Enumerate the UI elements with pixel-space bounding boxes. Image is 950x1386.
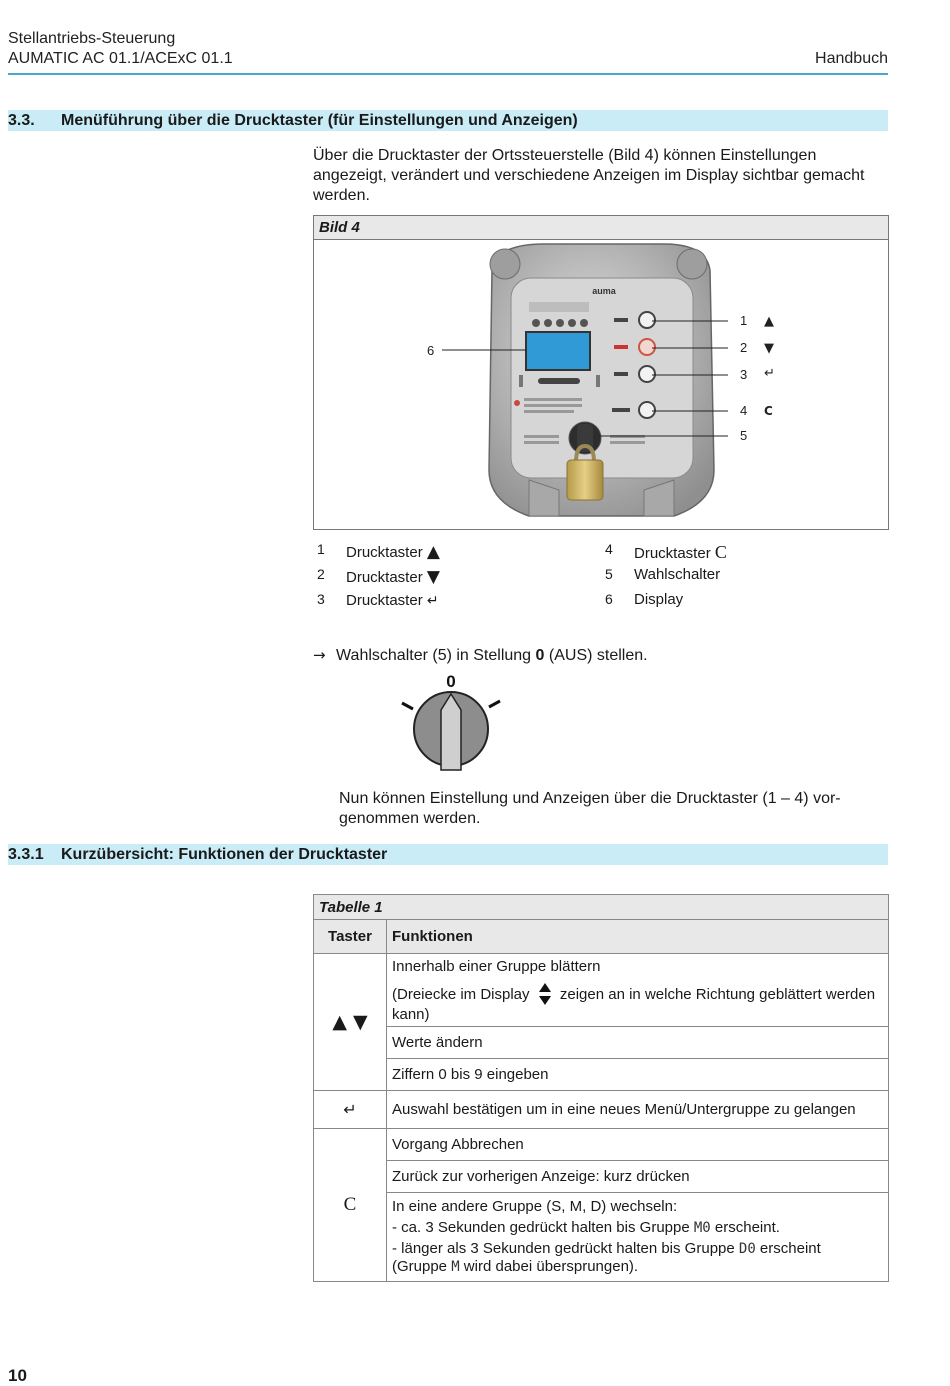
callout-3-number: 3 xyxy=(740,367,748,382)
after-step-paragraph: Nun können Einstellung und Anzeigen über die Drucktaster (1 – 4) vor-genommen werden. xyxy=(339,790,841,827)
enter-key-icon: ↵ xyxy=(314,1091,387,1129)
legend-5-number: 5 xyxy=(605,566,613,582)
subsection-heading xyxy=(8,844,888,865)
table-row: In eine andere Gruppe (S, M, D) wechseln: - ca. 3 Sekunden gedrückt halten bis Gruppe M0 erscheint. - länger als 3 Sekunden gedrückt halten bis Gruppe D0 erscheint (Gruppe M wird dabei übersprungen). xyxy=(387,1193,889,1282)
callout-1-number: 1 xyxy=(740,313,748,328)
legend-3-number: 3 xyxy=(317,591,325,607)
subsection-title: Kurzübersicht: Funktionen der Drucktaster xyxy=(61,846,388,863)
callout-2-number: 2 xyxy=(740,340,748,355)
doc-type: Handbuch xyxy=(815,50,888,67)
c-key-icon: C xyxy=(714,542,727,562)
key-up-down-icon: ▲ ▼ xyxy=(314,954,387,1091)
arrow-right-icon: → xyxy=(313,646,326,664)
callout-2-symbol: ▼ xyxy=(764,341,774,356)
legend-4: Drucktaster C xyxy=(634,542,727,562)
legend-6-number: 6 xyxy=(605,591,613,607)
table-row: Vorgang Abbrechen xyxy=(387,1129,889,1161)
doc-title: Stellantriebs-Steuerung xyxy=(8,30,176,47)
intro-paragraph: Über die Drucktaster der Ortssteuerstelle (Bild 4) können Einstellungen angezeigt, verändert und verschiedene Anzeigen im Display sichtbar gemacht werden. xyxy=(313,147,865,204)
triangle-down-icon: ▼ xyxy=(426,567,440,587)
callout-5-number: 5 xyxy=(740,428,748,443)
legend-6: Display xyxy=(634,591,684,608)
triangle-up-icon: ▲ xyxy=(426,542,440,562)
scroll-arrows-icon xyxy=(537,982,553,1006)
legend-5: Wahlschalter xyxy=(634,566,721,583)
figure-caption: Bild 4 xyxy=(314,216,888,240)
callout-3-symbol: ↵ xyxy=(764,366,775,381)
table-row: Auswahl bestätigen um in eine neues Menü/Untergruppe zu gelangen xyxy=(387,1091,889,1129)
c-key-icon: C xyxy=(314,1129,387,1282)
step-instruction: → Wahlschalter (5) in Stellung 0 (AUS) stellen. xyxy=(313,646,648,664)
callout-4-number: 4 xyxy=(740,403,748,418)
table-row: Innerhalb einer Gruppe blättern (Dreiecke im Display zeigen an in welche Richtung geblättert werden kann) xyxy=(387,954,889,1027)
selector-dial-illustration xyxy=(396,668,506,774)
table-row: Werte ändern xyxy=(387,1027,889,1059)
legend-4-number: 4 xyxy=(605,541,613,557)
column-header-funktionen: Funktionen xyxy=(387,920,889,954)
section-heading xyxy=(8,110,888,131)
column-header-taster: Taster xyxy=(314,920,387,954)
display-screen xyxy=(526,332,590,370)
legend-3: Drucktaster ↵ xyxy=(346,592,439,609)
control-unit-illustration xyxy=(314,240,888,529)
legend-1: Drucktaster ▲ xyxy=(346,542,440,562)
dial-position-label: 0 xyxy=(446,672,456,691)
legend-1-number: 1 xyxy=(317,541,325,557)
padlock xyxy=(567,460,603,500)
function-table xyxy=(313,894,889,1282)
page-number: 10 xyxy=(8,1366,27,1385)
table-row: Zurück zur vorherigen Anzeige: kurz drücken xyxy=(387,1161,889,1193)
subsection-number: 3.3.1 xyxy=(8,846,44,863)
figure-box xyxy=(313,215,889,530)
callout-6-number: 6 xyxy=(427,343,435,358)
doc-subtitle: AUMATIC AC 01.1/ACExC 01.1 xyxy=(8,50,233,67)
legend-2-number: 2 xyxy=(317,566,325,582)
header-rule xyxy=(8,73,888,75)
section-number: 3.3. xyxy=(8,112,35,129)
section-title: Menüführung über die Drucktaster (für Einstellungen und Anzeigen) xyxy=(61,112,578,129)
table-caption: Tabelle 1 xyxy=(314,895,889,920)
brand-logo: auma xyxy=(592,286,616,296)
legend-2: Drucktaster ▼ xyxy=(346,567,440,587)
callout-4-symbol: C xyxy=(764,404,773,418)
table-row: Ziffern 0 bis 9 eingeben xyxy=(387,1059,889,1091)
enter-icon: ↵ xyxy=(426,593,439,609)
callout-1-symbol: ▲ xyxy=(764,314,774,329)
